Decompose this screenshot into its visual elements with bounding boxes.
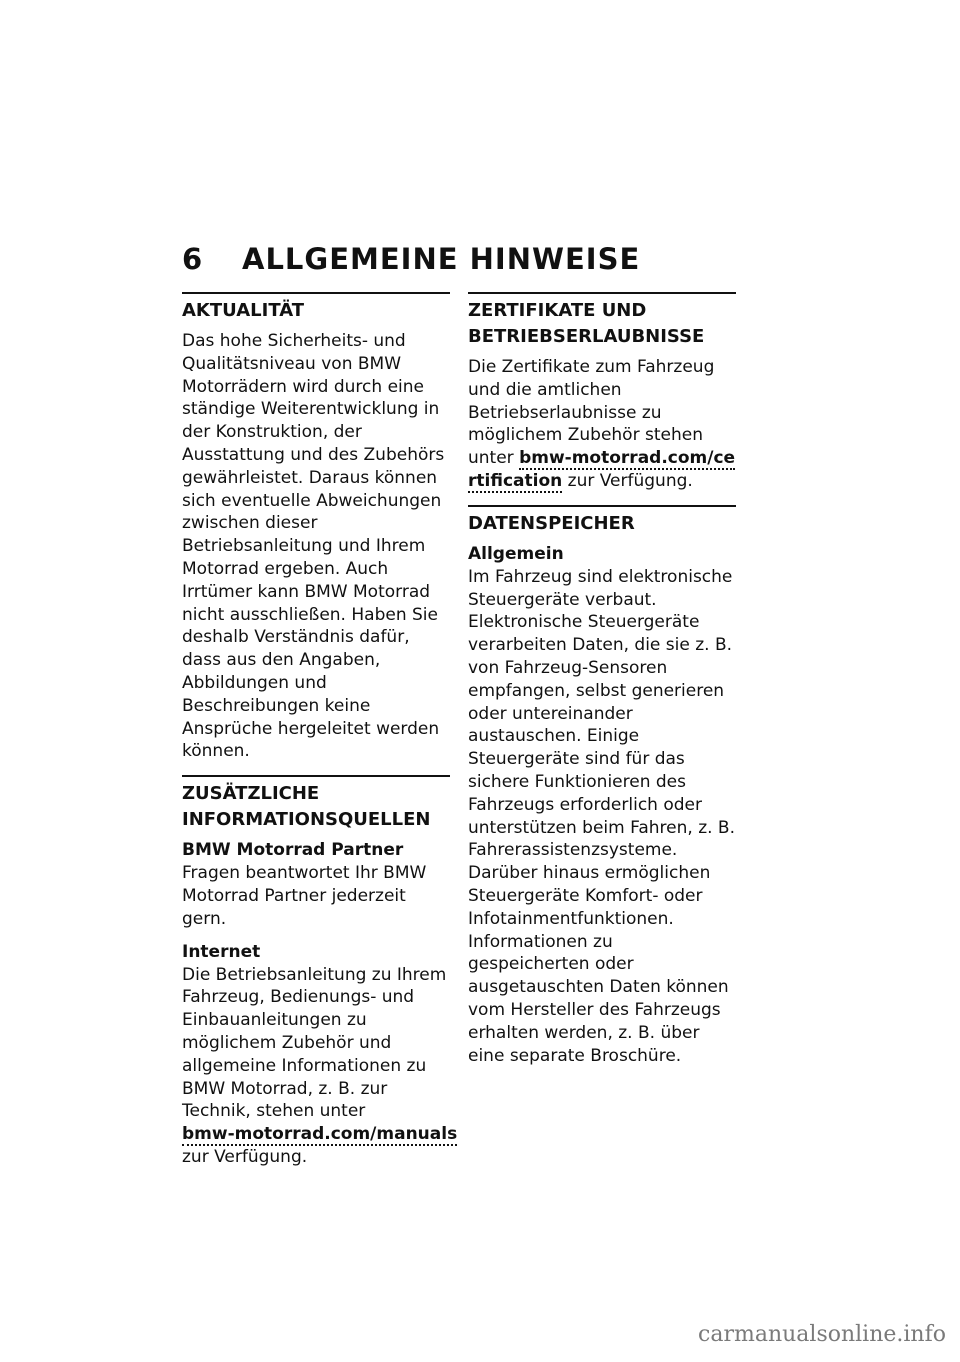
zertifikate-body-text: Die Zertifikate zum Fahrzeug und die amtlichen Betriebserlaubnisse zu möglichem Zubehör stehen unter (468, 357, 715, 469)
datenspeicher-heading: DATENSPEICHER (468, 512, 635, 534)
aktualitaet-heading: AKTUALITÄT (182, 300, 305, 321)
datenspeicher-body-1: Im Fahrzeug sind elektronische Steuergeräte verbaut. Elektronische Steuergeräte verarbeiten Daten, die sie z. B. von Fahrzeug-Sensoren empfangen, selbst generieren oder untereinander austauschen. Einige Steuergeräte sind für das sichere Funktionieren des Fahrzeugs erforderlich oder unterstützen beim Fahren, z. B. Fahrerassistenzsysteme. Darüber hinaus ermöglichen Steuergeräte Komfort- oder Infotainmentfunktionen. (468, 566, 735, 929)
partner-body: Fragen beantwortet Ihr BMW Motorrad Partner jederzeit gern. (182, 863, 427, 929)
certification-link[interactable]: bmw-motorrad.com/certification (468, 448, 736, 491)
chapter-number: 6 (182, 242, 204, 276)
right-column (468, 292, 736, 1079)
manuals-link[interactable]: bmw-motorrad.com/manuals (182, 1124, 458, 1145)
internet-body-text: Die Betriebsanleitung zu Ihrem Fahrzeug, Bedienungs- und Einbauanleitungen zu möglichem Zubehör und allgemeine Informationen zu BMW Motorrad, z. B. zur Technik, stehen unter (182, 964, 447, 1122)
allgemein-title: Allgemein (468, 543, 564, 564)
zertifikate-tail: zur Verfügung. (567, 470, 693, 491)
zertifikate-body (468, 356, 736, 493)
info-sources-heading: ZUSÄTZLICHE INFORMATIONSQUELLEN (182, 783, 431, 831)
section-zertifikate (468, 292, 736, 493)
left-column (182, 292, 458, 1181)
aktualitaet-body: Das hohe Sicherheits- und Qualitätsniveau von BMW Motorrädern wird durch eine ständige Weiterentwicklung in der Konstruktion, der Ausstattung und des Zubehörs gewährleistet. Daraus können sich eventuelle Abweichungen zwischen dieser Betriebsanleitung und Ihrem Motorrad ergeben. Auch Irrtümer kann BMW Motorrad nicht ausschließen. Haben Sie deshalb Verständnis dafür, dass aus den Angaben, Abbildungen und Beschreibungen keine Ansprüche hergeleitet werden können. (182, 331, 445, 762)
watermark: carmanualsonline.info (698, 1322, 946, 1347)
section-info-sources (182, 775, 458, 1169)
chapter-title-text: ALLGEMEINE HINWEISE (242, 242, 641, 276)
internet-tail: zur Verfügung. (182, 1146, 308, 1167)
section-aktualitaet (182, 292, 450, 763)
internet-title: Internet (182, 941, 261, 962)
internet-body (182, 964, 458, 1169)
datenspeicher-body-2: Informationen zu gespeicherten oder ausgetauschten Daten können vom Hersteller des Fahrzeugs erhalten werden, z. B. über eine separate Broschüre. (468, 931, 729, 1066)
section-datenspeicher (468, 505, 736, 1068)
zertifikate-heading: ZERTIFIKATE UND BETRIEBSERLAUBNISSE (468, 300, 705, 347)
partner-title: BMW Motorrad Partner (182, 840, 404, 861)
chapter-title (182, 242, 640, 276)
